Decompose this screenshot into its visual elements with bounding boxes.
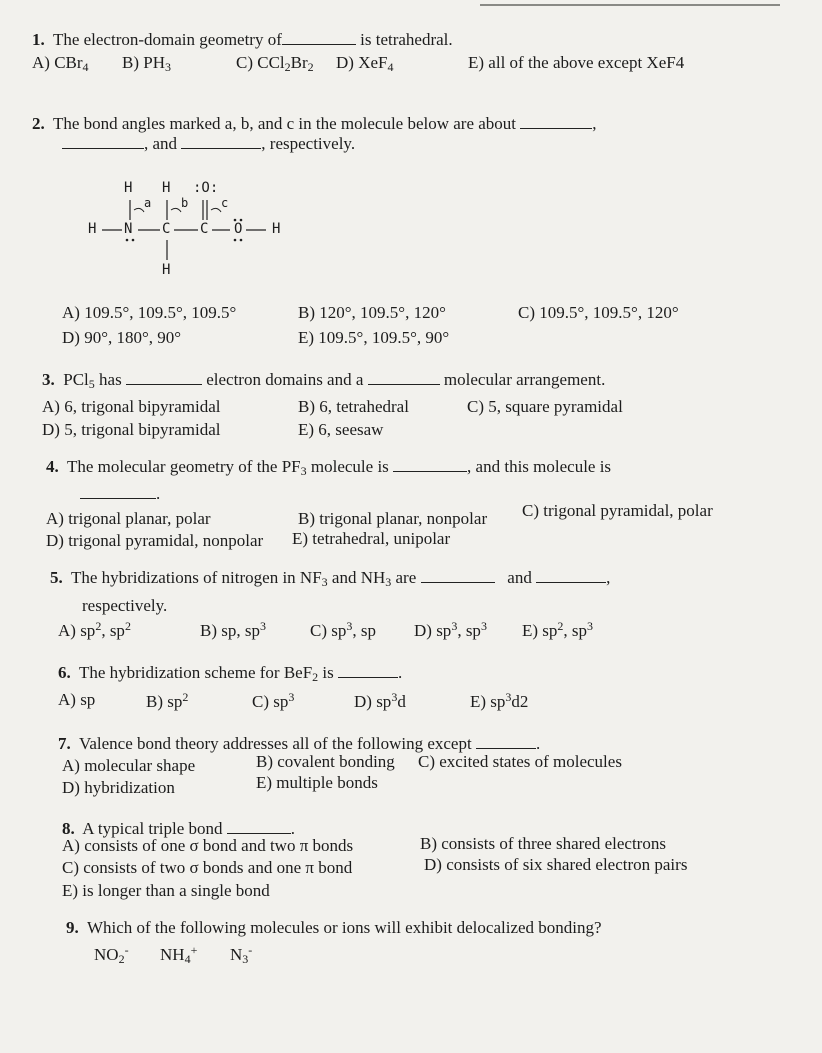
angle-label-a: a	[144, 196, 152, 210]
question-1-stem: 1. The electron-domain geometry of is tetrahedral.	[32, 30, 453, 49]
q6-option-a[interactable]: A) sp	[58, 690, 96, 709]
q3-option-b[interactable]: B) 6, tetrahedral	[298, 397, 409, 416]
q5-option-d[interactable]: D) $sp^3$, $sp^3$	[414, 619, 487, 640]
q7-option-c[interactable]: C) excited states of molecules	[418, 752, 622, 771]
q6-option-c[interactable]: C) $sp^3$	[252, 690, 295, 711]
species-n3-minus[interactable]: $N_3^-$	[230, 943, 253, 966]
q2-option-a[interactable]: A) 109.5°, 109.5°, 109.5°	[62, 303, 237, 322]
q8-option-c[interactable]: C) consists of two σ bonds and one π bond	[62, 858, 353, 877]
angle-label-c: c	[221, 196, 229, 210]
q1-option-c[interactable]: C) $CCl_2Br_2$	[236, 53, 314, 74]
q7-option-a[interactable]: A) molecular shape	[62, 756, 196, 775]
q8-option-a[interactable]: A) consists of one σ bond and two π bonds	[62, 836, 354, 855]
species-no2-minus[interactable]: $NO_2^-$	[94, 943, 129, 966]
angle-label-b: b	[181, 196, 189, 210]
q6-option-d[interactable]: D) $sp^3d$	[354, 690, 406, 711]
question-5-stem-line2: respectively.	[82, 596, 168, 615]
q1-option-e[interactable]: E) all of the above except XeF4	[468, 53, 685, 72]
q8-option-b[interactable]: B) consists of three shared electrons	[420, 834, 666, 853]
q5-option-a[interactable]: A) $sp^2$, $sp^2$	[58, 619, 131, 640]
q4-option-b[interactable]: B) trigonal planar, nonpolar	[298, 509, 488, 528]
question-4-stem: 4. The molecular geometry of the $PF_3$ molecule is , and this molecule is	[46, 457, 612, 478]
atom-h-c1-bottom: H	[162, 262, 171, 278]
question-6-stem: 6. The hybridization scheme for BeF$_2$ is .	[58, 663, 403, 684]
q7-option-e[interactable]: E) multiple bonds	[256, 773, 378, 792]
q4-option-e[interactable]: E) tetrahedral, unipolar	[292, 529, 451, 548]
q3-option-a[interactable]: A) 6, trigonal bipyramidal	[42, 397, 221, 416]
atom-c2: C	[200, 221, 209, 237]
q3-option-c[interactable]: C) 5, square pyramidal	[467, 397, 623, 416]
atom-h-n: H	[124, 180, 133, 196]
molecule-diagram	[82, 176, 322, 286]
atom-o-carbonyl: :O:	[193, 180, 219, 196]
q4-option-c[interactable]: C) trigonal pyramidal, polar	[522, 501, 713, 520]
q5-option-c[interactable]: C) $sp^3$, sp	[310, 619, 376, 640]
q5-option-e[interactable]: E) $sp^2$, $sp^3$	[522, 619, 594, 640]
question-8-stem: 8. A typical triple bond .	[62, 819, 296, 838]
q2-option-c[interactable]: C) 109.5°, 109.5°, 120°	[518, 303, 679, 322]
q7-option-d[interactable]: D) hybridization	[62, 778, 175, 797]
q2-option-d[interactable]: D) 90°, 180°, 90°	[62, 328, 182, 347]
q2-option-e[interactable]: E) 109.5°, 109.5°, 90°	[298, 328, 450, 347]
q6-option-e[interactable]: E) $sp^3d2$	[470, 690, 529, 711]
question-9-stem: 9. Which of the following molecules or ions will exhibit delocalized bonding?	[66, 918, 602, 937]
q5-option-b[interactable]: B) sp, $sp^3$	[200, 619, 266, 640]
header-strip	[480, 0, 780, 10]
question-2-stem-line2: , and , respectively.	[62, 134, 355, 154]
atom-h-c1: H	[162, 180, 171, 196]
q3-option-d[interactable]: D) 5, trigonal bipyramidal	[42, 420, 221, 439]
question-5-stem-line1: 5. The hybridizations of nitrogen in $NF_3$ and $NH_3$ are and ,	[50, 568, 611, 589]
atom-n: N	[124, 221, 133, 237]
question-9-text: Which of the following molecules or ions will exhibit delocalized bonding?	[86, 918, 602, 937]
q4-option-a[interactable]: A) trigonal planar, polar	[46, 509, 211, 528]
q1-option-a[interactable]: A) CBr$_4$	[32, 53, 89, 74]
atom-c1: C	[162, 221, 171, 237]
q4-option-d[interactable]: D) trigonal pyramidal, nonpolar	[46, 531, 264, 550]
header-rule	[480, 4, 780, 6]
atom-o-hydroxyl: O	[234, 221, 243, 237]
q7-option-b[interactable]: B) covalent bonding	[256, 752, 395, 771]
q2-option-b[interactable]: B) 120°, 109.5°, 120°	[298, 303, 446, 322]
species-nh4-plus[interactable]: $NH_4^+$	[160, 943, 198, 966]
q8-option-d[interactable]: D) consists of six shared electron pairs	[424, 855, 688, 874]
atom-h-o: H	[272, 221, 281, 237]
q1-option-d[interactable]: D) XeF$_4$	[336, 53, 394, 74]
question-3-stem: 3. PCl$_5$ has electron domains and a molecular arrangement.	[42, 370, 606, 391]
q1-option-b[interactable]: B) $PH_3$	[122, 53, 171, 74]
question-2-stem-line1: 2. The bond angles marked a, b, and c in the molecule below are about ,	[32, 114, 597, 133]
q6-option-b[interactable]: B) $sp^2$	[146, 690, 189, 711]
question-4-blank: .	[80, 484, 160, 504]
q3-option-e[interactable]: E) 6, seesaw	[298, 420, 384, 439]
atom-h-left: H	[88, 221, 97, 237]
q8-option-e[interactable]: E) is longer than a single bond	[62, 881, 270, 900]
question-7-stem: 7. Valence bond theory addresses all of the following except .	[58, 734, 541, 753]
